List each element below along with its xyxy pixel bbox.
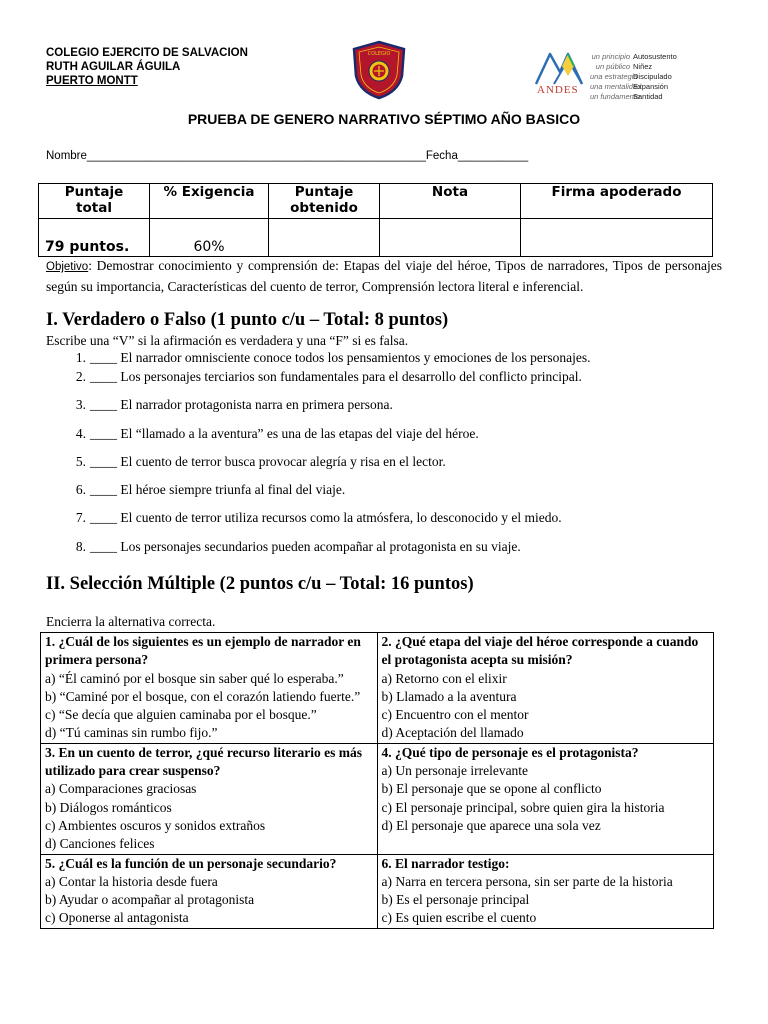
answer-option[interactable]: c) Es quien escribe el cuento	[381, 910, 537, 926]
answer-option[interactable]: d) Aceptación del llamado	[381, 725, 524, 741]
question-cell	[41, 633, 378, 744]
answer-option[interactable]: b) Es el personaje principal	[381, 892, 530, 908]
answer-option[interactable]: d) Canciones felices	[45, 836, 155, 852]
answer-option[interactable]: d) “Tú caminas sin rumbo fijo.”	[45, 725, 218, 741]
score-header: % Exigencia	[150, 184, 269, 219]
answer-option[interactable]: c) Encuentro con el mentor	[381, 707, 529, 723]
score-header: Firma apoderado	[521, 184, 713, 219]
school-name: COLEGIO EJERCITO DE SALVACION	[46, 47, 248, 59]
question-cell	[41, 854, 378, 928]
andes-motto	[590, 52, 677, 102]
tf-item[interactable]: 6. ____ El héroe siempre triunfa al final del viaje.	[75, 482, 346, 497]
school-city: PUERTO MONTT	[46, 75, 138, 87]
exam-title: PRUEBA DE GENERO NARRATIVO SÉPTIMO AÑO BASICO	[187, 111, 581, 127]
answer-option[interactable]: a) Retorno con el elixir	[381, 670, 507, 686]
score-header: Nota	[380, 184, 521, 219]
question-text: 6. El narrador testigo:	[381, 855, 510, 871]
total-points-value: 79 puntos.	[39, 219, 150, 257]
answer-option[interactable]: a) Un personaje irrelevante	[381, 763, 529, 779]
question-text: 4. ¿Qué tipo de personaje es el protagonista?	[381, 744, 639, 760]
tf-item[interactable]: 1. ____ El narrador omnisciente conoce todos los pensamientos y emociones de los personajes.	[75, 350, 591, 365]
motto-row: una mentalidadExpansión	[590, 82, 669, 91]
objective-paragraph	[46, 256, 722, 296]
school-info	[46, 46, 248, 88]
question-text: 3. En un cuento de terror, ¿qué recurso literario es más utilizado para crear suspenso?	[45, 744, 362, 779]
section1-instruction: Escribe una “V” si la afirmación es verdadera y una “F” si es falsa.	[46, 333, 409, 348]
answer-option[interactable]: d) El personaje que aparece una sola vez	[381, 817, 601, 833]
section2-instruction: Encierra la alternativa correcta.	[46, 614, 216, 629]
answer-option[interactable]: a) Contar la historia desde fuera	[45, 873, 218, 889]
answer-option[interactable]: b) “Caminé por el bosque, con el corazón latiendo fuerte.”	[45, 688, 361, 704]
motto-row: un público Niñez	[595, 62, 653, 71]
section1-title: I. Verdadero o Falso (1 punto c/u – Total: 8 puntos)	[46, 310, 449, 330]
teacher-name: RUTH AGUILAR ÁGUILA	[46, 61, 181, 73]
answer-option[interactable]: b) Ayudar o acompañar al protagonista	[45, 892, 255, 908]
andes-logo-text: ANDES	[537, 84, 579, 96]
answer-option[interactable]: c) El personaje principal, sobre quien gira la historia	[381, 799, 665, 815]
answer-option[interactable]: c) Oponerse al antagonista	[45, 910, 189, 926]
answer-option[interactable]: b) Llamado a la aventura	[381, 688, 517, 704]
tf-item[interactable]: 7. ____ El cuento de terror utiliza recursos como la atmósfera, lo desconocido y el miedo.	[75, 510, 562, 525]
name-date-field[interactable]: Nombre_____________________________________________________Fecha___________	[46, 150, 529, 162]
answer-option[interactable]: b) Diálogos románticos	[45, 799, 172, 815]
question-text: 2. ¿Qué etapa del viaje del héroe corresponde a cuando el protagonista acepta su misión?	[381, 634, 699, 668]
tf-item[interactable]: 3. ____ El narrador protagonista narra en primera persona.	[75, 397, 393, 412]
requirement-value: 60%	[150, 219, 269, 257]
multiple-choice-table	[40, 632, 714, 929]
answer-option[interactable]: a) Comparaciones graciosas	[45, 781, 197, 797]
school-crest-logo	[350, 40, 408, 100]
answer-option[interactable]: a) “Él caminó por el bosque sin saber qué lo esperaba.”	[45, 670, 344, 686]
score-header: Puntaje total	[39, 184, 150, 219]
answer-option[interactable]: c) Ambientes oscuros y sonidos extraños	[45, 817, 266, 833]
question-text: 5. ¿Cuál es la función de un personaje secundario?	[45, 855, 337, 871]
question-cell	[41, 743, 378, 854]
tf-item[interactable]: 2. ____ Los personajes terciarios son fundamentales para el desarrollo del conflicto principal.	[75, 369, 582, 384]
tf-item[interactable]: 4. ____ El “llamado a la aventura” es una de las etapas del viaje del héroe.	[75, 426, 479, 441]
section2-title: II. Selección Múltiple (2 puntos c/u – Total: 16 puntos)	[46, 574, 474, 594]
motto-row: una estrategiaDiscipulado	[590, 72, 672, 81]
tf-item[interactable]: 5. ____ El cuento de terror busca provocar alegría y risa en el lector.	[75, 454, 446, 469]
question-cell	[377, 854, 714, 928]
question-cell	[377, 743, 714, 854]
question-text: 1. ¿Cuál de los siguientes es un ejemplo de narrador en primera persona?	[45, 634, 361, 668]
answer-option[interactable]: b) El personaje que se opone al conflicto	[381, 781, 602, 797]
motto-row: un principio Autosustento	[591, 52, 677, 61]
obtained-points-cell[interactable]	[269, 219, 380, 257]
guardian-signature-cell[interactable]	[521, 219, 713, 257]
motto-row: un fundamentoSantidad	[590, 92, 663, 101]
crest-text: COLEGIO	[367, 51, 391, 57]
objective-text: : Demostrar conocimiento y comprensión de: Etapas del viaje del héroe, Tipos de narradores, Tipos de personajes según su importancia, Características del cuento de terror, Comprensión lectora literal e inferencial.	[46, 258, 722, 294]
objective-label: Objetivo	[46, 261, 89, 273]
tf-item[interactable]: 8. ____ Los personajes secundarios pueden acompañar al protagonista en su viaje.	[75, 539, 521, 554]
answer-option[interactable]: a) Narra en tercera persona, sin ser parte de la historia	[381, 873, 673, 889]
score-header: Puntaje obtenido	[269, 184, 380, 219]
score-table	[38, 183, 713, 257]
answer-option[interactable]: c) “Se decía que alguien caminaba por el bosque.”	[45, 707, 317, 723]
grade-cell[interactable]	[380, 219, 521, 257]
question-cell	[377, 633, 714, 744]
